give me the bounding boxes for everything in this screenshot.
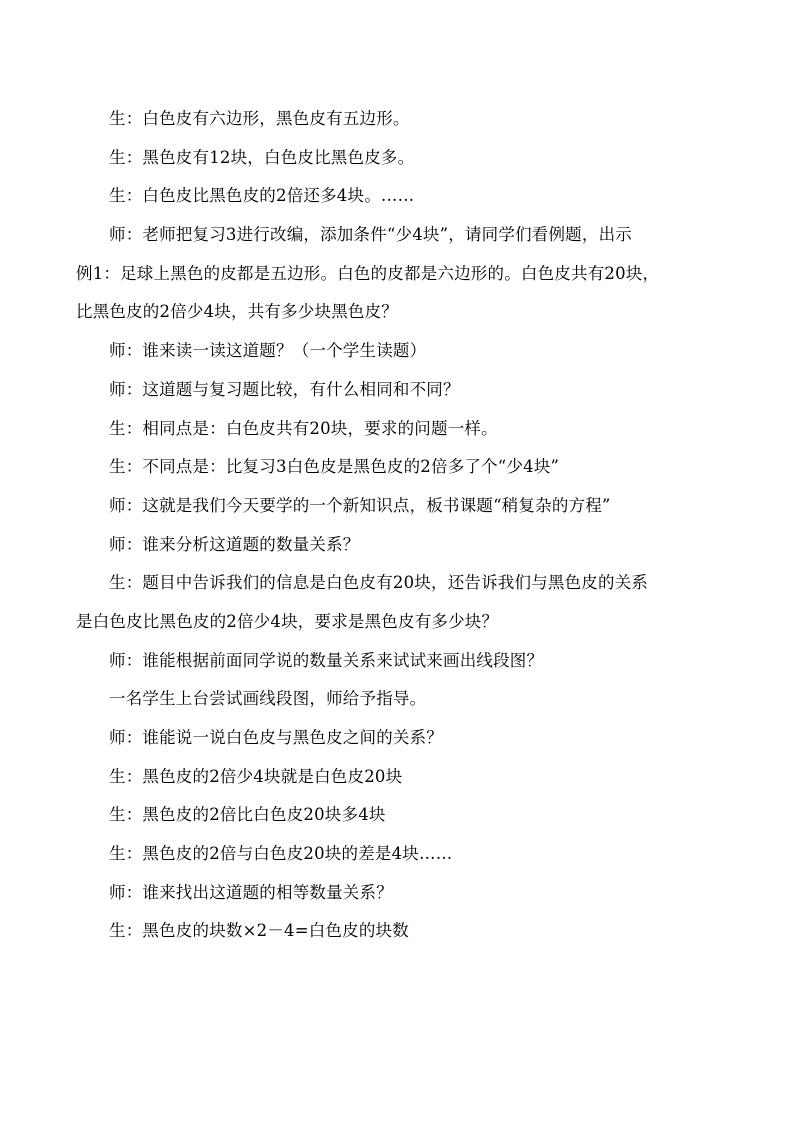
example-line: 比黑色皮的2倍少4块，共有多少块黑色皮？	[76, 302, 398, 322]
dialogue-line: 师：谁来读一读这道题？（一个学生读题）	[109, 341, 427, 361]
dialogue-line: 师：老师把复习3进行改编，添加条件“少4块”，请同学们看例题，出示	[109, 225, 632, 245]
continuation-line: 是白色皮比黑色皮的2倍少4块，要求是黑色皮有多少块？	[76, 611, 499, 631]
dialogue-line: 生：白色皮比黑色皮的2倍还多4块。……	[109, 186, 415, 206]
dialogue-line: 师：这道题与复习题比较，有什么相同和不同？	[109, 379, 460, 399]
dialogue-line: 生：黑色皮的2倍少4块就是白色皮20块	[109, 766, 403, 786]
dialogue-line: 师：谁能说一说白色皮与黑色皮之间的关系？	[109, 728, 443, 747]
dialogue-line: 师：谁能根据前面同学说的数量关系来试试来画出线段图？	[109, 650, 544, 670]
dialogue-line: 生：相同点是：白色皮共有20块，要求的问题一样。	[109, 418, 498, 438]
dialogue-line: 生：黑色皮的块数×2－4=白色皮的块数	[109, 921, 409, 941]
dialogue-line: 师：这就是我们今天要学的一个新知识点，板书课题“稍复杂的方程”	[109, 495, 611, 515]
dialogue-line: 生：黑色皮的2倍比白色皮20块多4块	[109, 805, 386, 825]
dialogue-line: 师：谁来找出这道题的相等数量关系？	[109, 882, 393, 902]
dialogue-line: 生：不同点是：比复习3白色皮是黑色皮的2倍多了个“少4块”	[109, 457, 560, 477]
dialogue-line: 生：白色皮有六边形，黑色皮有五边形。	[109, 109, 410, 128]
dialogue-line: 师：谁来分析这道题的数量关系？	[109, 534, 360, 554]
example-line: 例1：足球上黑色的皮都是五边形。白色的皮都是六边形的。白色皮共有20块，	[76, 263, 660, 283]
dialogue-line: 生：黑色皮有12块，白色皮比黑色皮多。	[109, 147, 415, 167]
document-body	[76, 100, 736, 951]
narration-line: 一名学生上台尝试画线段图，师给予指导。	[109, 689, 427, 709]
dialogue-line: 生：题目中告诉我们的信息是白色皮有20块，还告诉我们与黑色皮的关系	[109, 573, 649, 593]
dialogue-line: 生：黑色皮的2倍与白色皮20块的差是4块……	[109, 844, 453, 864]
